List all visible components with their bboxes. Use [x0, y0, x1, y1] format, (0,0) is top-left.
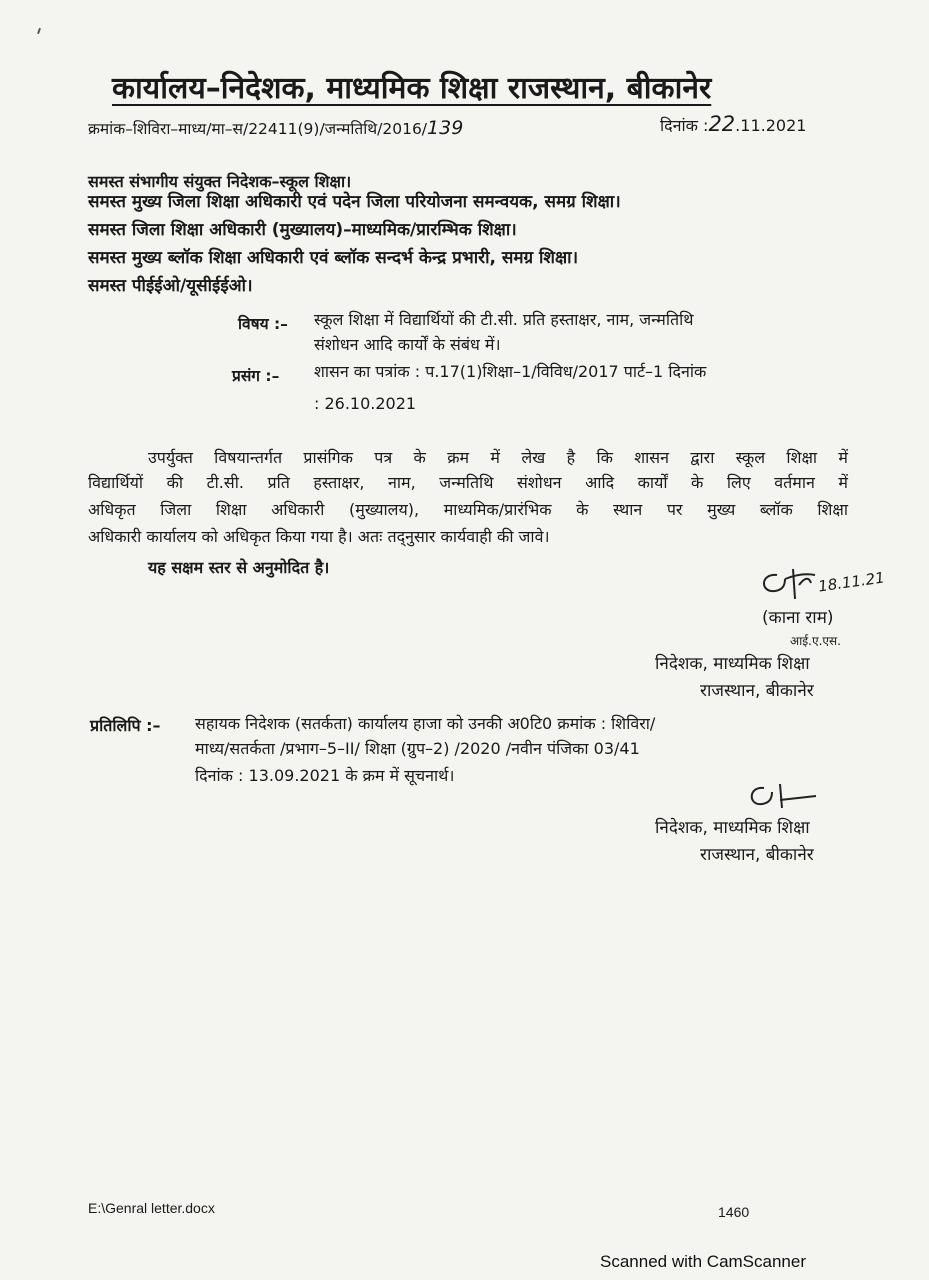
signatory-rank: आई.ए.एस.	[790, 634, 841, 648]
subject-line: स्कूल शिक्षा में विद्यार्थियों की टी.सी. प्रति हस्ताक्षर, नाम, जन्मतिथि	[314, 310, 694, 329]
scanner-watermark: Scanned with CamScanner	[600, 1252, 807, 1271]
reference-label: प्रसंग :–	[232, 367, 280, 385]
addressee-line: समस्त मुख्य जिला शिक्षा अधिकारी एवं पदेन जिला परियोजना समन्वयक, समग्र शिक्षा।	[88, 192, 621, 212]
reference-handwritten-number: 139	[427, 117, 464, 139]
body-line: अधिकारी कार्यालय को अधिकृत किया गया है। अतः तद्नुसार कार्यवाही की जावे।	[88, 527, 550, 546]
body-line: उपर्युक्त विषयान्तर्गत प्रासंगिक पत्र के क्रम में लेख है कि शासन द्वारा स्कूल शिक्षा में	[148, 448, 848, 467]
reference-line: शासन का पत्रांक : प.17(1)शिक्षा–1/विविध/2017 पार्ट–1 दिनांक	[314, 362, 707, 381]
subject-label: विषय :–	[238, 315, 288, 333]
body-line: विद्यार्थियों की टी.सी. प्रति हस्ताक्षर, नाम, जन्मतिथि संशोधन आदि कार्यों के लिए वर्तमान में	[88, 473, 848, 492]
scan-mark	[37, 28, 41, 34]
signatory-name: (काना राम)	[762, 608, 834, 628]
addressee-line: समस्त मुख्य ब्लॉक शिक्षा अधिकारी एवं ब्लॉक सन्दर्भ केन्द्र प्रभारी, समग्र शिक्षा।	[88, 248, 579, 268]
reference-prefix: क्रमांक–शिविरा–माध्य/मा–स/22411(9)/जन्मतिथि/2016/	[88, 120, 428, 138]
copy-line: माध्य/सतर्कता /प्रभाग–5–II/ शिक्षा (ग्रुप–2) /2020 /नवीन पंजिका 03/41	[195, 739, 640, 758]
signature-handwritten-date: 18.11.21	[817, 568, 886, 596]
page-number: 1460	[718, 1204, 750, 1220]
approval-note: यह सक्षम स्तर से अनुमोदित है।	[148, 558, 330, 577]
date-handwritten-day: 22	[708, 112, 736, 136]
signatory-designation: निदेशक, माध्यमिक शिक्षा	[655, 818, 810, 838]
copy-line: सहायक निदेशक (सतर्कता) कार्यालय हाजा को उनकी अ0टि0 क्रमांक : शिविरा/	[195, 714, 656, 733]
signatory-designation: निदेशक, माध्यमिक शिक्षा	[655, 654, 810, 674]
signature-scribble	[742, 778, 852, 814]
addressee-line: समस्त जिला शिक्षा अधिकारी (मुख्यालय)–माध्यमिक/प्रारम्भिक शिक्षा।	[88, 220, 517, 240]
reference-number	[88, 117, 463, 139]
addressee-line: समस्त पीईईओ/यूसीईईओ।	[88, 276, 253, 296]
signatory-office: राजस्थान, बीकानेर	[700, 681, 814, 701]
letter-date	[660, 112, 806, 136]
addressee-line: समस्त संभागीय संयुक्त निदेशक–स्कूल शिक्षा।	[88, 172, 352, 191]
date-label: दिनांक :	[660, 116, 709, 135]
copy-line: दिनांक : 13.09.2021 के क्रम में सूचनार्थ।	[195, 766, 455, 785]
file-path: E:\Genral letter.docx	[88, 1200, 215, 1216]
reference-line: : 26.10.2021	[314, 394, 417, 413]
subject-line: संशोधन आदि कार्यों के संबंध में।	[314, 335, 501, 354]
copy-label: प्रतिलिपि :–	[90, 716, 161, 735]
body-line: अधिकृत जिला शिक्षा अधिकारी (मुख्यालय), माध्यमिक/प्रारंभिक के स्थान पर मुख्य ब्लॉक शिक्षा	[88, 500, 848, 519]
signatory-office: राजस्थान, बीकानेर	[700, 845, 814, 865]
office-title: कार्यालय–निदेशक, माध्यमिक शिक्षा राजस्थान, बीकानेर	[112, 71, 712, 106]
date-rest: .11.2021	[735, 116, 807, 135]
